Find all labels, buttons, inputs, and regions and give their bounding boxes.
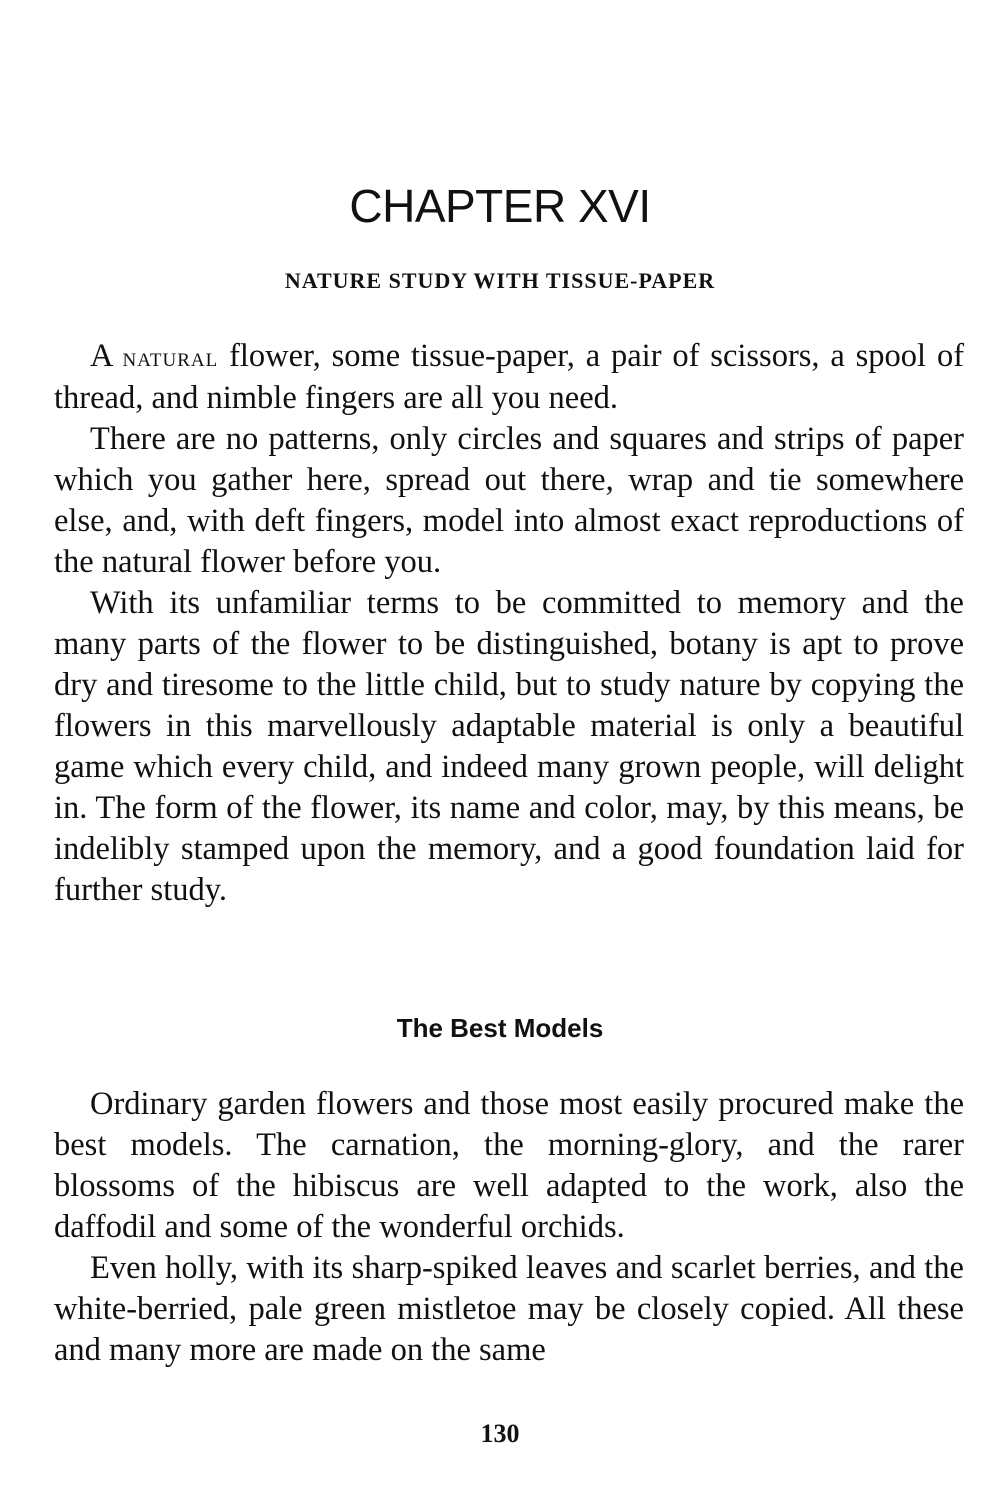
paragraph: With its unfamiliar terms to be committed to memory and the many parts of the flower to be distinguished, botany is apt to prove dry and tiresome to the little child, but to study nature by copying the flowers in this marvellously adaptable material is only a beautiful game which every child, and indeed many grown people, will delight in. The form of the flower, its name and color, may, by this means, be indelibly stamped upon the memory, and a good foundation laid for further study. xyxy=(54,585,964,908)
paragraph: Even holly, with its sharp-spiked leaves and scarlet berries, and the white-berried, pale green mistletoe may be closely copied. All these and many more are made on the same xyxy=(54,1250,964,1368)
paragraph xyxy=(54,336,964,419)
paragraph: Ordinary garden flowers and those most easily procured make the best models. The carnation, the morning-glory, and the rarer blossoms of the hibiscus are well adapted to the work, also the daffodil and some of the wonderful orchids. xyxy=(54,1086,964,1245)
best-models-section xyxy=(54,1084,964,1371)
intro-section xyxy=(54,336,964,911)
paragraph-text: flower, some tissue-paper, a pair of scissors, a spool of thread, and nimble fingers are all you need. xyxy=(54,338,965,416)
paragraph-lead: A xyxy=(90,338,112,374)
chapter-subtitle: NATURE STUDY WITH TISSUE-PAPER xyxy=(284,268,716,293)
page-number: 130 xyxy=(480,1419,520,1448)
chapter-title: CHAPTER XVI xyxy=(349,180,651,232)
paragraph: There are no patterns, only circles and squares and strips of paper which you gather here, spread out there, wrap and tie somewhere else, and, with deft fingers, model into almost exact reproductions of the natural flower before you. xyxy=(54,421,964,580)
section-heading: The Best Models xyxy=(396,1013,604,1043)
paragraph-smallcaps-word: natural xyxy=(122,342,219,372)
